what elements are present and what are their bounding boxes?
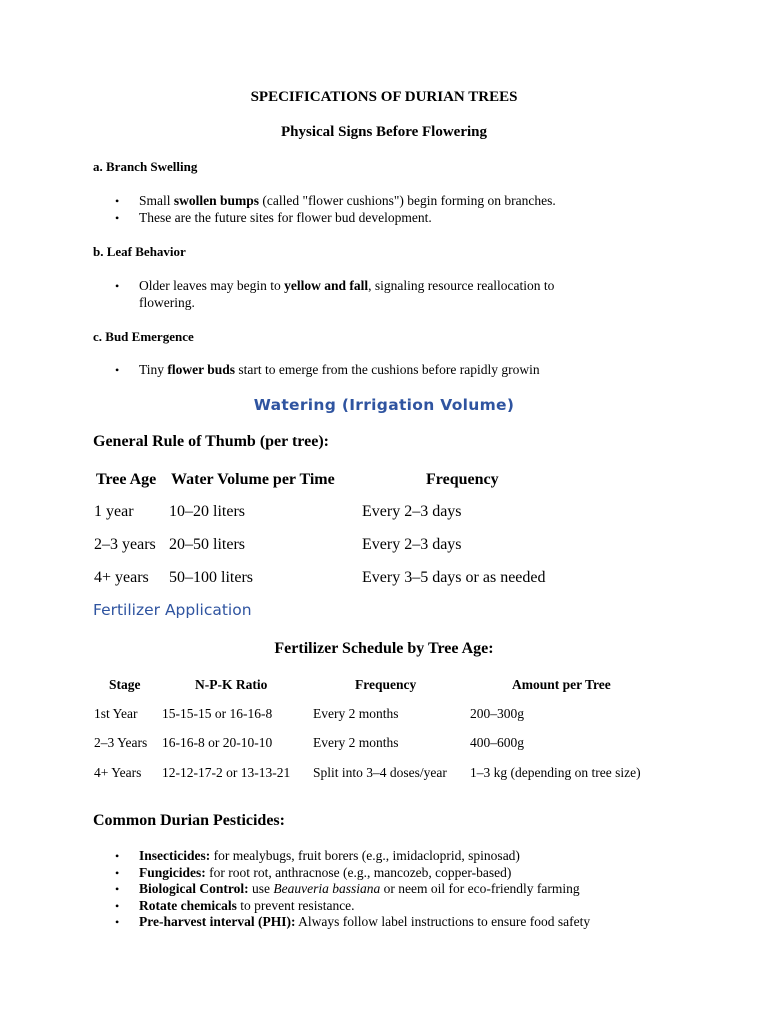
text: for mealybugs, fruit borers (e.g., imidacloprid, spinosad) [210,848,520,863]
text: for root rot, anthracnose (e.g., mancozeb, copper-based) [205,864,512,880]
text: use [248,881,274,896]
section-heading-fertilizer: Fertilizer Application [93,601,252,619]
list-item [115,865,590,882]
subheading-branch-swelling: a. Branch Swelling [93,159,198,174]
section-heading-flowering: Physical Signs Before Flowering [281,124,487,140]
text: Small [139,193,174,208]
table-cell: 4+ years [94,569,149,586]
table-cell: Every 2–3 days [362,536,462,553]
document-title: SPECIFICATIONS OF DURIAN TREES [250,89,518,105]
table-cell: 50–100 liters [169,569,253,586]
list-item [115,362,540,379]
bold-text: yellow and fall [284,278,369,293]
table-cell: 400–600g [470,735,524,750]
bold-text: Biological Control: [139,881,249,896]
text: start to emerge from the cushions before rapidly growin [235,362,540,377]
subheading-leaf-behavior: b. Leaf Behavior [93,244,186,259]
column-header: N-P-K Ratio [195,677,268,692]
column-header: Frequency [355,677,417,692]
column-header: Stage [109,677,141,692]
table-cell: 1 year [94,503,134,520]
bold-text: flower buds [167,362,236,377]
table-cell: Split into 3–4 doses/year [313,765,447,780]
bold-text: Rotate chemicals [139,897,237,913]
list-item [115,848,590,865]
list-item [115,914,590,931]
leaf-behavior-list [115,278,554,311]
list-item [115,881,590,898]
table-cell: Every 3–5 days or as needed [362,569,546,586]
table-cell: 200–300g [470,706,524,721]
bold-text: Fungicides: [139,864,206,880]
table-cell: 1st Year [94,706,138,721]
table-cell: 12-12-17-2 or 13-13-21 [162,765,291,780]
table-cell: 2–3 years [94,536,156,553]
table-cell: 1–3 kg (depending on tree size) [470,765,641,780]
table-cell: 4+ Years [94,765,142,780]
text: , signaling resource reallocation to [368,278,555,293]
bold-text: Insecticides: [139,848,211,863]
watering-rule-heading: General Rule of Thumb (per tree): [93,433,329,450]
subheading-bud-emergence: c. Bud Emergence [93,329,194,344]
italic-text: Beauveria bassiana [273,881,381,896]
table-cell: Every 2–3 days [362,503,462,520]
text: Tiny [139,362,168,377]
column-header: Tree Age [96,471,157,488]
fertilizer-schedule-title: Fertilizer Schedule by Tree Age: [274,640,494,657]
section-heading-watering: Watering (Irrigation Volume) [253,396,515,414]
pesticides-heading: Common Durian Pesticides: [93,812,285,829]
pesticides-list [115,848,590,931]
table-cell: Every 2 months [313,735,399,750]
list-item [115,898,590,915]
text: (called "flower cushions") begin forming on branches. [259,193,556,208]
list-item: • These are the future sites for flower bud development. [115,210,556,227]
branch-swelling-list [115,193,556,226]
list-item [115,278,554,311]
text: or neem oil for eco-friendly farming [380,881,580,896]
bold-text: Pre-harvest interval (PHI): [139,914,296,929]
table-cell: 2–3 Years [94,735,148,750]
table-cell: 16-16-8 or 20-10-10 [162,735,273,750]
text: Always follow label instructions to ensure food safety [295,914,591,929]
text: Older leaves may begin to [139,278,285,293]
table-cell: 10–20 liters [169,503,245,520]
list-item [115,193,556,210]
column-header: Amount per Tree [512,677,611,692]
text: flowering. [139,294,195,310]
column-header: Frequency [426,471,499,488]
bud-emergence-list [115,362,540,379]
table-cell: 20–50 liters [169,536,245,553]
table-cell: Every 2 months [313,706,399,721]
bold-text: swollen bumps [173,193,260,208]
text: to prevent resistance. [236,897,355,913]
column-header: Water Volume per Time [171,471,335,488]
table-cell: 15-15-15 or 16-16-8 [162,706,273,721]
